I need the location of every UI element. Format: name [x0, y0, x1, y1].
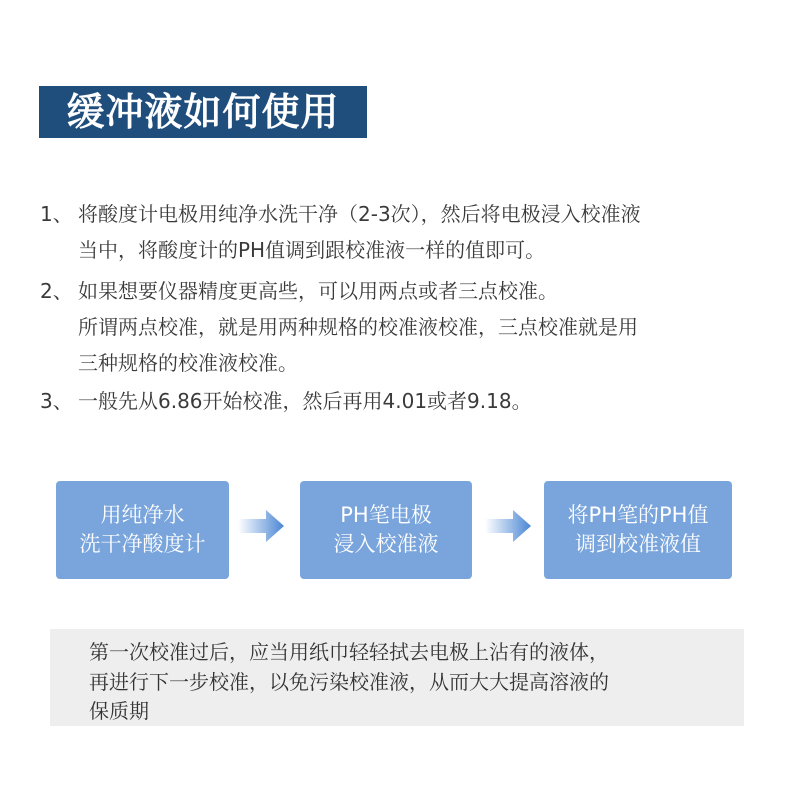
step-2-line-3: 三种规格的校准液校准。 [78, 351, 298, 375]
flow-step-rinse [56, 481, 229, 579]
flow-step-adjust-ph [544, 481, 732, 579]
flow-arrow-right-icon [485, 508, 533, 544]
step-2-line-1: 如果想要仪器精度更高些，可以用两点或者三点校准。 [78, 279, 558, 303]
note-line-2: 再进行下一步校准，以免污染校准液，从而大大提高溶液的 [89, 670, 609, 694]
step-2-number: 2、 [40, 279, 73, 303]
flow-step-rinse-line-2: 洗干净酸度计 [79, 532, 206, 556]
step-1-number: 1、 [40, 202, 73, 226]
calibration-note [50, 629, 744, 726]
flow-step-immerse-line-2: 浸入校准液 [333, 532, 439, 556]
note-line-3: 保质期 [89, 699, 149, 723]
flow-step-immerse-line-1: PH笔电极 [340, 503, 432, 527]
flow-step-rinse-line-1: 用纯净水 [100, 503, 185, 527]
flow-arrow-right-icon [238, 508, 286, 544]
step-2-line-2: 所谓两点校准，就是用两种规格的校准液校准，三点校准就是用 [78, 315, 638, 339]
flow-step-immerse [300, 481, 472, 579]
flow-step-adjust-ph-line-2: 调到校准液值 [575, 532, 701, 556]
step-3-line-1: 一般先从6.86开始校准，然后再用4.01或者9.18。 [78, 389, 532, 413]
step-1-line-2: 当中，将酸度计的PH值调到跟校准液一样的值即可。 [78, 238, 546, 262]
page-title: 缓冲液如何使用 [39, 86, 367, 138]
note-line-1: 第一次校准过后，应当用纸巾轻轻拭去电极上沾有的液体， [89, 640, 609, 664]
flow-step-adjust-ph-line-1: 将PH笔的PH值 [567, 503, 709, 527]
step-1-line-1: 将酸度计电极用纯净水洗干净（2-3次），然后将电极浸入校准液 [78, 202, 641, 226]
step-3-number: 3、 [40, 389, 73, 413]
